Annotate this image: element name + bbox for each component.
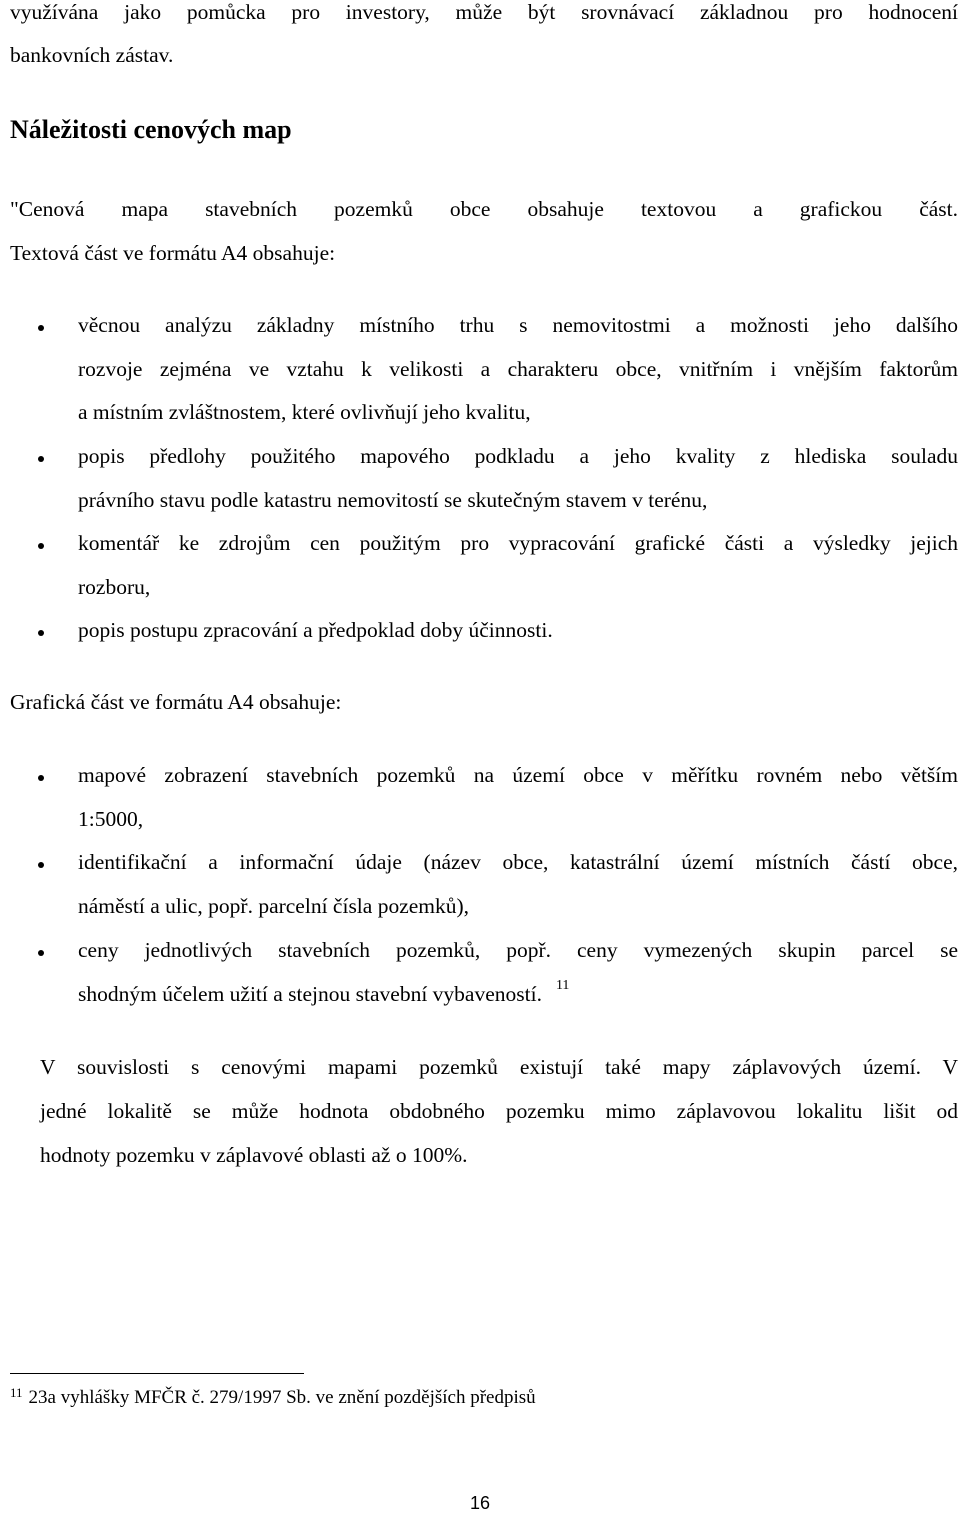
list-item-line: rozboru, <box>78 575 151 599</box>
intro-line-2: bankovních zástav. <box>10 43 174 67</box>
list-item-line: popis postupu zpracování a předpoklad doby účinnosti. <box>78 618 553 642</box>
footnote <box>10 1385 536 1408</box>
bullet-icon <box>38 456 44 462</box>
paragraph3-line-1: V souvislosti s cenovými mapami pozemků existují také mapy záplavových území. V <box>40 1055 958 1079</box>
paragraph2: Grafická část ve formátu A4 obsahuje: <box>10 690 342 714</box>
list-item-line: mapové zobrazení stavebních pozemků na území obce v měřítku rovném nebo větším <box>78 763 958 787</box>
page-number: 16 <box>469 1493 491 1513</box>
bullet-icon <box>38 950 44 956</box>
footnote-reference[interactable]: 11 <box>555 978 570 993</box>
bullet-icon <box>38 543 44 549</box>
list-item-text: shodným účelem užití a stejnou stavební vybaveností. <box>78 982 542 1006</box>
paragraph3-line-2: jedné lokalitě se může hodnota obdobného pozemku mimo záplavovou lokalitu lišit od <box>40 1099 958 1123</box>
bullet-icon <box>38 325 44 331</box>
list-item-line: ceny jednotlivých stavebních pozemků, popř. ceny vymezených skupin parcel se <box>78 938 958 962</box>
footnote-number: 11 <box>10 1385 23 1400</box>
paragraph1-line-1: "Cenová mapa stavebních pozemků obce obsahuje textovou a grafickou část. <box>10 197 958 221</box>
bullet-icon <box>38 775 44 781</box>
footnote-text: 23a vyhlášky MFČR č. 279/1997 Sb. ve znění pozdějších předpisů <box>28 1387 536 1408</box>
footnote-divider <box>10 1373 304 1374</box>
list-item-line: náměstí a ulic, popř. parcelní čísla pozemků), <box>78 894 470 918</box>
list-item-line <box>78 978 570 1006</box>
list-item-line: právního stavu podle katastru nemovitostí se skutečným stavem v terénu, <box>78 488 708 512</box>
list-item-line: popis předlohy použitého mapového podkladu a jeho kvality z hlediska souladu <box>78 444 958 468</box>
paragraph3-line-3: hodnoty pozemku v záplavové oblasti až o 100%. <box>40 1143 468 1167</box>
list-item-line: věcnou analýzu základny místního trhu s nemovitostmi a možnosti jeho dalšího <box>78 313 958 337</box>
list-item-line: rozvoje zejména ve vztahu k velikosti a charakteru obce, vnitřním i vnějším faktorům <box>78 357 958 381</box>
list-item-line: komentář ke zdrojům cen použitým pro vypracování grafické části a výsledky jejich <box>78 531 958 555</box>
list-item-line: identifikační a informační údaje (název obce, katastrální území místních částí obce, <box>78 850 958 874</box>
paragraph1-line-2: Textová část ve formátu A4 obsahuje: <box>10 241 336 265</box>
intro-line-1: využívána jako pomůcka pro investory, může být srovnávací základnou pro hodnocení <box>10 0 958 24</box>
section-heading: Náležitosti cenových map <box>10 115 292 144</box>
list-item-line: a místním zvláštnostem, které ovlivňují jeho kvalitu, <box>78 400 531 424</box>
bullet-icon <box>38 862 44 868</box>
bullet-icon <box>38 630 44 636</box>
list-item-line: 1:5000, <box>78 807 144 831</box>
